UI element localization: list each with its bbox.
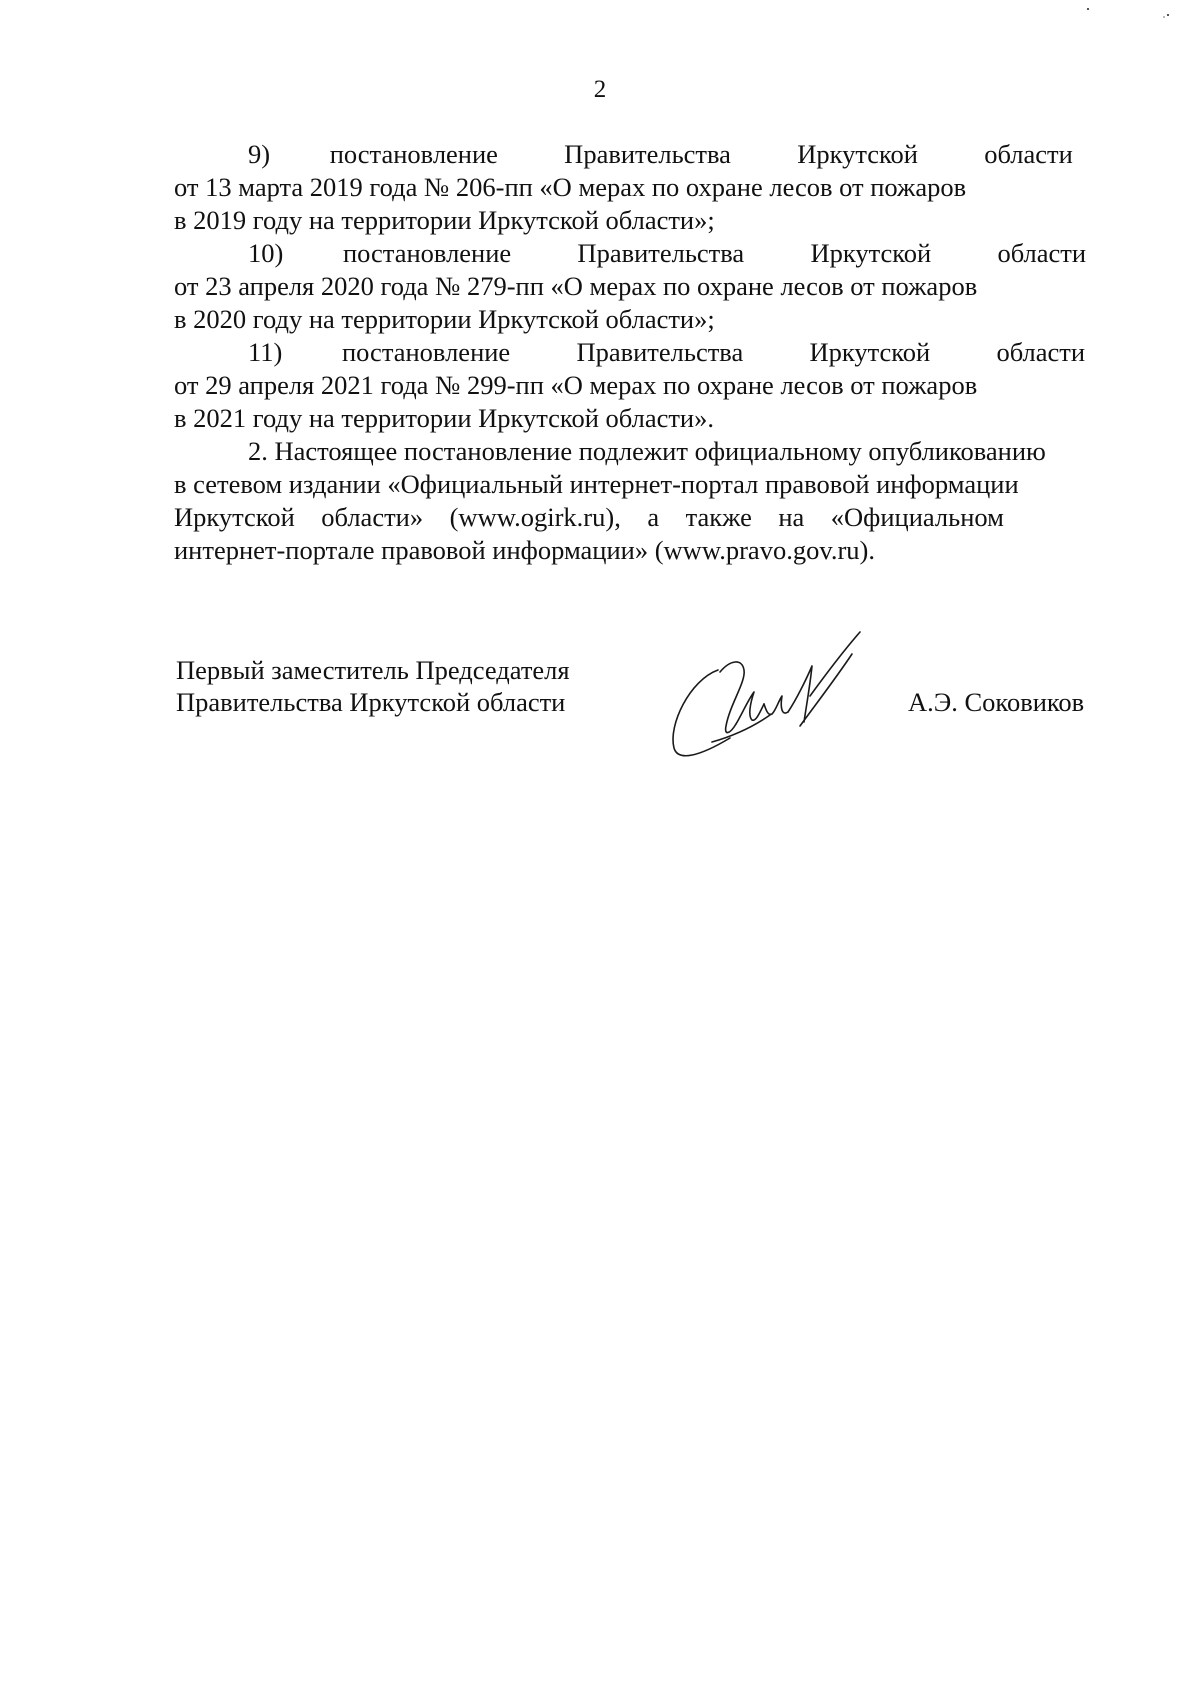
page-number: 2 (593, 76, 607, 103)
handwritten-signature (660, 630, 890, 770)
text-line: 9) постановление Правительства Иркутской области (248, 139, 1073, 169)
text-line: от 23 апреля 2020 года № 279-пп «О мерах по охране лесов от пожаров (174, 271, 978, 301)
signer-position (176, 654, 570, 718)
text-line: в 2021 году на территории Иркутской области». (174, 403, 714, 433)
signer-position-line: Первый заместитель Председателя (176, 655, 570, 685)
scan-artifact (1030, 6, 1170, 22)
text-line: 2. Настоящее постановление подлежит официальному опубликованию (248, 436, 1046, 466)
signer-position-line: Правительства Иркутской области (176, 687, 566, 717)
text-line: от 29 апреля 2021 года № 299-пп «О мерах по охране лесов от пожаров (174, 370, 978, 400)
text-line: интернет-портале правовой информации» (www.pravo.gov.ru). (174, 535, 875, 565)
text-line: в сетевом издании «Официальный интернет-портал правовой информации (174, 469, 1019, 499)
text-line: Иркутской области» (www.ogirk.ru), а также на «Официальном (174, 502, 1004, 532)
text-line: в 2020 году на территории Иркутской области»; (174, 304, 715, 334)
signer-name: А.Э. Соковиков (908, 687, 1085, 717)
text-line: 11) постановление Правительства Иркутской области (248, 337, 1086, 367)
text-line: 10) постановление Правительства Иркутской области (248, 238, 1087, 268)
text-line: в 2019 году на территории Иркутской области»; (174, 205, 715, 235)
text-line: от 13 марта 2019 года № 206-пп «О мерах по охране лесов от пожаров (174, 172, 967, 202)
